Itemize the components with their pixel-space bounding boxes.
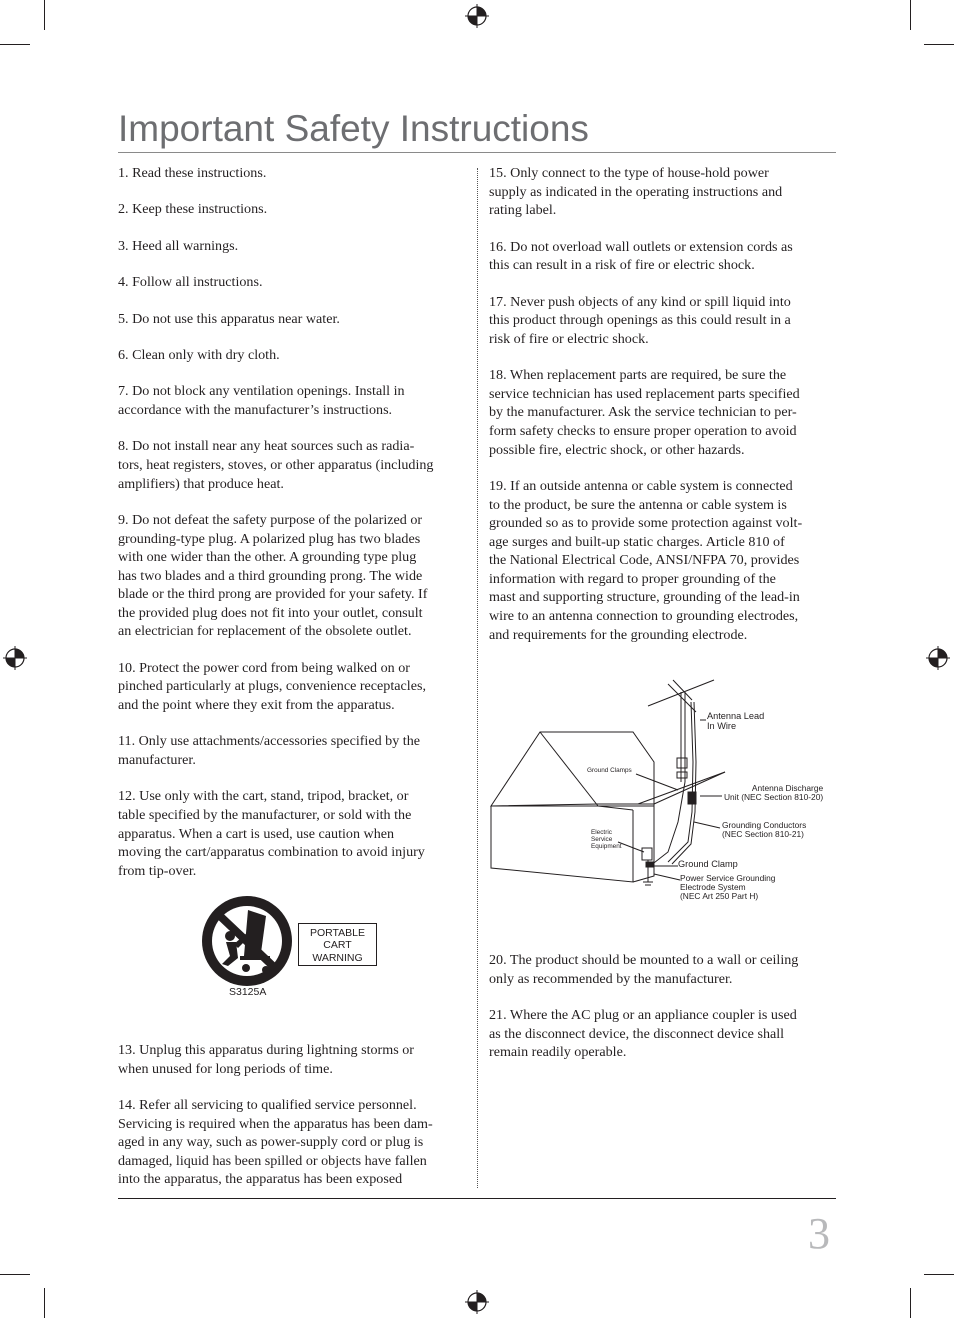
instruction-item: 16. Do not overload wall outlets or extension cords as this can result in a risk of fire or electric shock.	[489, 238, 793, 274]
electric-service-label: Electric Service Equipment	[591, 829, 622, 851]
instruction-item: 9. Do not defeat the safety purpose of the polarized or grounding-type plug. A polarized plug has two blades with one wider than the other. A grounding type plug has two blades and a third grounding prong. The wide blade or the third prong are provided for your safety. If the provided plug does not fit into your outlet, consult an electrician for replacement of the obsolete outlet.	[118, 511, 428, 640]
instruction-item: 11. Only use attachments/accessories specified by the manufacturer.	[118, 733, 421, 769]
cart-warning-line: CART	[323, 939, 352, 952]
instruction-item: 21. Where the AC plug or an appliance coupler is used as the disconnect device, the disconnect device shall remain readily operable.	[489, 1006, 797, 1061]
instruction-item: 19. If an outside antenna or cable system is connected to the product, be sure the antenna or cable system is grounded so as to provide some protection against volt- age surges and built-up static charges. Article 810 of the National Electrical Code, ANSI/NFPA 70, provides information with regard to proper grounding of the mast and supporting structure, grounding of the lead-in wire to an antenna connection to grounding electrodes, and requirements for the grounding electrode.	[489, 477, 803, 643]
crop-mark	[924, 1274, 954, 1275]
instruction-item: 20. The product should be mounted to a wall or ceiling only as recommended by the manufacturer.	[489, 952, 799, 987]
registration-mark-icon	[465, 1290, 489, 1314]
instruction-item: 10. Protect the power cord from being walked on or pinched particularly at plugs, convenience receptacles, and the point where they exit from the apparatus.	[118, 659, 426, 714]
antenna-lead-label: Antenna Lead In Wire	[707, 711, 765, 732]
cart-warning-line: WARNING	[312, 951, 363, 964]
registration-mark-icon	[3, 646, 27, 670]
cart-warning-line: PORTABLE	[309, 927, 366, 939]
power-service-label: Power Service Grounding Electrode System (NEC Art 250 Part H)	[680, 873, 776, 902]
instruction-item: 13. Unplug this apparatus during lightning storms or when unused for long periods of time.	[118, 1042, 414, 1077]
title-rule	[118, 152, 836, 153]
crop-mark	[0, 44, 30, 45]
crop-mark	[0, 1274, 30, 1275]
crop-mark	[924, 44, 954, 45]
footer-rule	[118, 1198, 836, 1199]
ground-clamp-label: Ground Clamp	[678, 859, 738, 869]
right-column	[489, 164, 835, 662]
instruction-item: 3. Heed all warnings.	[118, 237, 239, 254]
instruction-item: 14. Refer all servicing to qualified service personnel. Servicing is required when the apparatus has been dam- aged in any way, such as power-supply cord or plug is damaged, liquid has been spilled or objects have fallen into the apparatus, the apparatus has been exposed	[118, 1096, 433, 1188]
grounding-conductors-label: Grounding Conductors (NEC Section 810-21)	[722, 820, 807, 840]
page-number: 3	[808, 1209, 830, 1258]
instruction-item: 17. Never push objects of any kind or spill liquid into this product through openings as this could result in a risk of fire or electric shock.	[489, 293, 791, 347]
instruction-item: 2. Keep these instructions.	[118, 201, 268, 218]
registration-mark-icon	[926, 646, 950, 670]
instruction-item: 15. Only connect to the type of house-hold power supply as indicated in the operating instructions and rating label.	[489, 165, 783, 219]
registration-mark-icon	[465, 4, 489, 28]
instruction-item: 7. Do not block any ventilation openings. Install in accordance with the manufacturer’s instructions.	[118, 383, 405, 418]
left-column	[118, 164, 468, 898]
instruction-item: 4. Follow all instructions.	[118, 274, 263, 291]
instruction-item: 1. Read these instructions.	[118, 165, 267, 181]
cart-warning-code: S3125A	[229, 986, 267, 998]
instruction-item: 12. Use only with the cart, stand, tripod, bracket, or table specified by the manufacturer, or sold with the apparatus. When a cart is used, use caution when moving the cart/apparatus combination to avoid injury from tip-over.	[118, 788, 425, 879]
discharge-unit-label: Antenna Discharge Unit (NEC Section 810-20)	[724, 783, 824, 803]
right-column-continued	[489, 951, 835, 1080]
crop-mark	[910, 0, 911, 30]
crop-mark	[44, 0, 45, 30]
instruction-item: 8. Do not install near any heat sources such as radia- tors, heat registers, stoves, or other apparatus (including amplifiers) that produce heat.	[118, 438, 434, 492]
instruction-item: 18. When replacement parts are required, be sure the service technician has used replacement parts specified by the manufacturer. Ask the service technician to per- form safety checks to ensure proper operation to avoid possible fire, electric shock, or other hazards.	[489, 367, 800, 458]
ground-clamps-label: Ground Clamps	[587, 767, 632, 774]
cart-warning-label	[298, 923, 377, 966]
instruction-item: 5. Do not use this apparatus near water.	[118, 310, 340, 327]
instruction-item: 6. Clean only with dry cloth.	[118, 346, 280, 363]
page-title: Important Safety Instructions	[118, 108, 589, 149]
column-divider	[477, 168, 478, 1188]
crop-mark	[44, 1288, 45, 1318]
crop-mark	[910, 1288, 911, 1318]
left-column-continued	[118, 1041, 468, 1207]
